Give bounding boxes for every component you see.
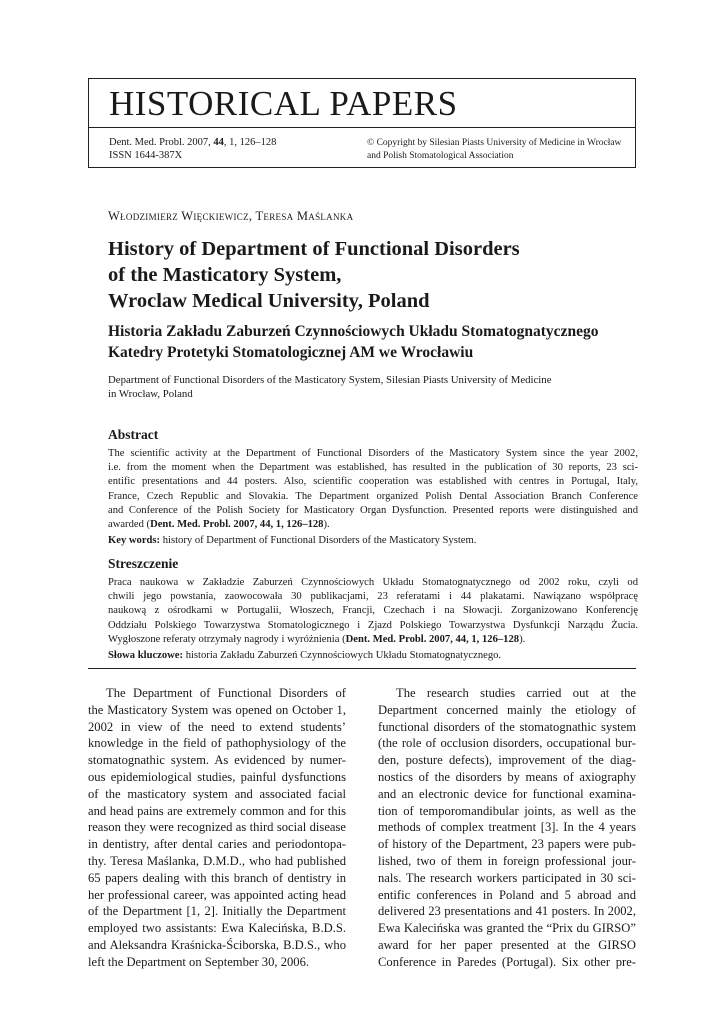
- abstract-keywords: [108, 535, 476, 546]
- body-right-column: [378, 685, 636, 971]
- copyright-line-2: and Polish Stomatological Association: [367, 150, 514, 161]
- title-pl-line: Historia Zakładu Zaburzeń Czynnościowych Układu Stomatognatycznego: [108, 323, 599, 340]
- body-line: and head pains are extremely common and for this: [88, 803, 346, 818]
- body-line: entific conferences in Poland and 5 abroad and: [378, 887, 636, 902]
- keywords-text: history of Department of Functional Disorders of the Masticatory System.: [160, 535, 477, 546]
- body-line: reason they were recognized as third social disease: [88, 820, 346, 835]
- slowa-kluczowe-label: Słowa kluczowe:: [108, 650, 184, 661]
- streszczenie-line: naukową z ośrodkami w Portugalii, Włoszech, Francji, Czechach i na Słowacji. Zorganizowano Konferencję: [108, 605, 638, 617]
- body-line: tion of temporomandibular joints, as well as the: [378, 803, 636, 818]
- section-divider: [88, 668, 636, 669]
- body-line: stomatognathic system. As evidenced by numer-: [88, 753, 346, 768]
- abstract-heading: Abstract: [108, 427, 159, 442]
- body-line: Conference in Paredes (Portugal). Six other pre-: [378, 954, 636, 969]
- body-line: 2002 in view of the need to extend students’: [88, 719, 346, 734]
- streszczenie-line: Praca naukowa w Zakładzie Zaburzeń Czynnościowych Układu Stomatognatycznego od 2002 roku, czyli od: [108, 577, 638, 588]
- abstract-last-prefix: awarded (: [108, 519, 151, 531]
- streszczenie-last-prefix: Wygłoszone referaty otrzymały nagrody i wyróżnienia (: [108, 633, 346, 645]
- journal-line: Dent. Med. Probl. 2007, 44, 1, 126–128: [109, 137, 277, 148]
- body-line: den, posture defects), improvement of the diag-: [378, 753, 636, 768]
- body-line: of the Department [1, 2]. Initially the Department: [88, 904, 346, 919]
- journal-header-box: [88, 78, 636, 128]
- body-line: the Masticatory System was opened on October 1,: [88, 702, 346, 717]
- affiliation-line: Department of Functional Disorders of the Masticatory System, Silesian Piasts University of Medicine: [108, 374, 552, 386]
- body-line: left the Department on September 30, 2006.: [88, 954, 310, 969]
- body-line: (the role of occlusion disorders, occupational bur-: [378, 736, 636, 751]
- body-line: ous epidemiological studies, painful dysfunctions: [88, 769, 346, 784]
- body-line: functional disorders of the stomatognathic system: [378, 719, 636, 734]
- journal-citation: [109, 136, 276, 162]
- body-line: methods of complex treatment [3]. In the 4 years: [378, 820, 636, 835]
- body-line: of the masticatory system and associated facial: [88, 786, 346, 801]
- body-line: and an electronic device for functional examina-: [378, 786, 636, 801]
- abstract-last-line: [108, 518, 638, 532]
- issn-line: ISSN 1644-387X: [109, 150, 183, 161]
- streszczenie-line: chwili jego powstania, zaowocowała 30 publikacjami, 23 referatami i 44 plakatami. Nawiązano współpracę: [108, 591, 638, 603]
- body-line: employed two assistants: Ewa Kalecińska, B.D.S.: [88, 921, 346, 936]
- body-line: 65 papers dealing with this branch of dentistry in: [88, 870, 346, 885]
- body-line: Ewa Kalecińska was granted the “Prix du GIRSO”: [378, 921, 636, 936]
- body-line: lished, two of them in foreign professional jour-: [378, 853, 636, 868]
- section-title: HISTORICAL PAPERS: [109, 84, 458, 123]
- body-line: Department concerned mainly the etiology of: [378, 702, 636, 717]
- slowa-kluczowe-text: historia Zakładu Zaburzeń Czynnościowych Układu Stomatognatycznego.: [183, 650, 502, 661]
- copyright-notice: [367, 137, 621, 162]
- abstract-text: [108, 447, 638, 532]
- title-english: [108, 236, 648, 314]
- body-line: thy. Teresa Maślanka, D.M.D., who had published: [88, 853, 346, 868]
- title-en-line: Wroclaw Medical University, Poland: [108, 290, 430, 312]
- body-line: in dentistry, after dental caries and periodontopa-: [88, 837, 346, 852]
- body-line: award for her paper presented at the GIRSO: [378, 937, 636, 952]
- body-line: her professional career, was appointed acting head: [88, 887, 346, 902]
- streszczenie-heading: Streszczenie: [108, 556, 179, 571]
- journal-meta-box: [88, 128, 636, 168]
- body-line: The research studies carried out at the: [396, 686, 636, 700]
- body-line: nals. The research workers participated in 30 sci-: [378, 870, 636, 885]
- keywords-label: Key words:: [108, 535, 161, 546]
- body-line: knowledge in the field of pathophysiology of the: [88, 736, 346, 751]
- copyright-line-1: © Copyright by Silesian Piasts University of Medicine in Wrocław: [367, 138, 622, 148]
- title-pl-line: Katedry Protetyki Stomatologicznej AM we Wrocławiu: [108, 344, 474, 361]
- body-line: nostics of the disorders by means of axiography: [378, 769, 636, 784]
- title-en-line: History of Department of Functional Disorders: [108, 238, 520, 260]
- streszczenie-line: Oddziału Polskiego Towarzystwa Stomatologicznego i Zjazd Polskiego Towarzystwa Dysfunkcji Narządu Żucia.: [108, 619, 638, 631]
- abstract-line: and Conference of the Polish Society for Masticatory Organ Dysfunction. Presented reports were distinguished and: [108, 504, 638, 516]
- abstract-line: i.e. from the moment when the Department was established, has resulted in the publication of 30 reports, 23 sci-: [108, 462, 638, 474]
- authors: Włodzimierz Więckiewicz, Teresa Maślanka: [108, 209, 354, 223]
- body-line: and Aleksandra Kraśnicka-Ściborska, B.D.S., who: [88, 937, 346, 952]
- abstract-line: entific presentations and 44 posters. Also, scientific cooperation was established with centres in Portugal, Italy,: [108, 476, 638, 488]
- affiliation-line: in Wrocław, Poland: [108, 388, 193, 400]
- body-line: delivered 23 presentations and 41 posters. In 2002,: [378, 904, 636, 919]
- title-polish: [108, 321, 648, 363]
- abstract-line: France, Czech Republic and Slovakia. The Department organized Polish Dental Association Branch Conference: [108, 490, 638, 502]
- abstract-citation: Dent. Med. Probl. 2007, 44, 1, 126–128: [150, 519, 324, 531]
- streszczenie-last-suffix: ).: [519, 633, 526, 645]
- streszczenie-last-line: [108, 633, 638, 647]
- abstract-last-suffix: ).: [323, 519, 330, 531]
- title-en-line: of the Masticatory System,: [108, 264, 342, 286]
- abstract-line: The scientific activity at the Department of Functional Disorders of the Masticatory System since the year 2002,: [108, 448, 638, 459]
- streszczenie-text: [108, 576, 638, 647]
- streszczenie-citation: Dent. Med. Probl. 2007, 44, 1, 126–128: [345, 633, 520, 645]
- streszczenie-keywords: [108, 650, 501, 661]
- body-left-column: [88, 685, 346, 971]
- affiliation: [108, 373, 628, 401]
- body-line: The Department of Functional Disorders of: [106, 686, 346, 700]
- body-line: of history of the Department, 23 papers were pub-: [378, 837, 636, 852]
